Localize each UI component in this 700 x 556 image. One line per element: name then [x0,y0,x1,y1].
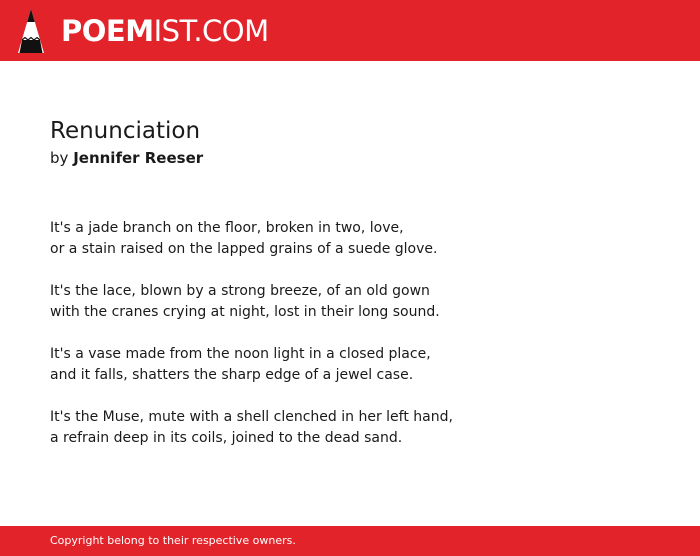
logo-wordmark-strong: POEM [61,14,154,48]
poem-line: and it falls, shatters the sharp edge of a jewel case. [50,367,414,383]
site-footer [0,526,700,556]
logo-wordmark [61,9,269,53]
poem-line: It's the Muse, mute with a shell clenched in her left hand, [50,409,453,425]
author-name: Jennifer Reeser [73,149,204,167]
byline [50,148,650,168]
poem-line: It's the lace, blown by a strong breeze, of an old gown [50,283,430,299]
poem-line: or a stain raised on the lapped grains of a suede glove. [50,241,438,257]
site-logo-link[interactable] [18,9,269,53]
site-header [0,0,700,61]
poem-line: with the cranes crying at night, lost in their long sound. [50,304,440,320]
copyright-text: Copyright belong to their respective owners. [50,534,296,547]
stanza [50,218,650,260]
poem-title: Renunciation [50,118,201,144]
byline-prefix: by [50,149,69,167]
stanza [50,281,650,323]
poem-line: It's a jade branch on the floor, broken in two, love, [50,220,404,236]
pencil-icon [18,9,44,53]
poem-body [50,218,650,449]
poem-line: It's a vase made from the noon light in a closed place, [50,346,431,362]
stanza [50,344,650,386]
stanza [50,407,650,449]
logo-wordmark-light: IST.COM [153,14,269,48]
poem-article [50,116,650,470]
poem-line: a refrain deep in its coils, joined to the dead sand. [50,430,403,446]
